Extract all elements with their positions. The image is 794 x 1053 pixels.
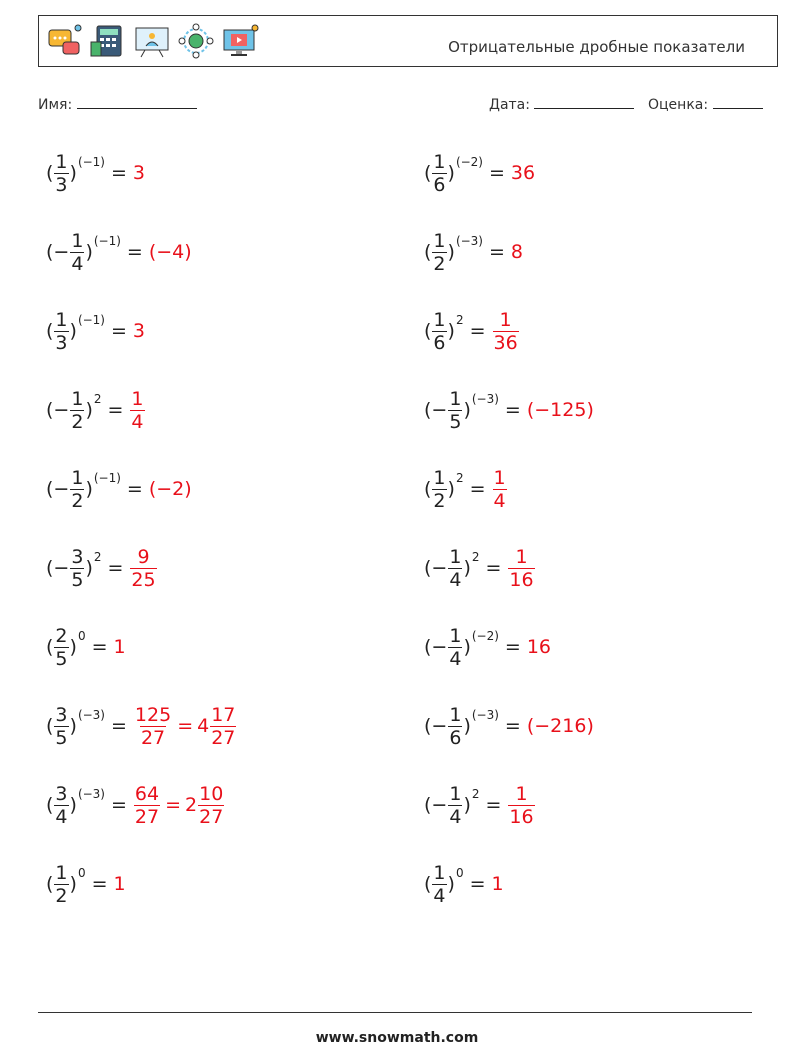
exponent: (−3): [471, 392, 499, 406]
base-fraction-denominator: 6: [433, 173, 446, 196]
base-fraction-denominator: 3: [55, 173, 68, 196]
open-paren: (: [424, 162, 432, 184]
equals-sign: =: [111, 794, 127, 816]
problem-item: [46, 143, 145, 203]
base-fraction: [448, 704, 462, 749]
equals-sign: =: [504, 636, 521, 658]
answer-fraction-numerator: 1: [515, 782, 528, 805]
answer: [507, 546, 535, 591]
equals-sign: =: [91, 636, 108, 658]
close-paren: ): [447, 162, 455, 184]
open-paren: (: [46, 557, 54, 579]
base-fraction: [54, 309, 68, 354]
close-paren: ): [69, 715, 77, 737]
answer-fraction-numerator: 64: [134, 782, 160, 805]
answer: [114, 873, 126, 895]
base-fraction: [54, 862, 68, 907]
mixed-fraction-numerator: 10: [199, 782, 224, 805]
exponent: (−1): [77, 155, 105, 169]
answer-fraction-denominator: 4: [131, 410, 144, 433]
answer: [492, 467, 508, 512]
base-fraction-denominator: 6: [433, 331, 446, 354]
open-paren: (: [46, 478, 54, 500]
open-paren: (: [424, 557, 432, 579]
mixed-number: [197, 704, 237, 749]
close-paren: ): [463, 794, 471, 816]
base-fraction: [432, 230, 446, 275]
answer-value: (−216): [526, 715, 594, 737]
open-paren: (: [424, 715, 432, 737]
icon-strip: [45, 22, 259, 60]
base-fraction-denominator: 4: [433, 884, 446, 907]
answer: [114, 636, 126, 658]
base-fraction-denominator: 3: [55, 331, 68, 354]
base-fraction: [448, 546, 462, 591]
mixed-whole: 2: [185, 794, 198, 816]
problem-item: [424, 380, 594, 440]
answer-value: 3: [132, 320, 146, 342]
base-fraction-numerator: 3: [71, 545, 84, 568]
answer: [129, 388, 145, 433]
answer: [507, 783, 535, 828]
minus-sign: −: [431, 636, 448, 658]
base-fraction: [54, 704, 68, 749]
exponent: (−2): [455, 155, 483, 169]
exponent: (−2): [471, 629, 499, 643]
answer-fraction-numerator: 1: [515, 545, 528, 568]
minus-sign: −: [53, 241, 70, 263]
equals-sign: =: [469, 320, 486, 342]
open-paren: (: [46, 636, 54, 658]
problem-item: [46, 380, 146, 440]
base-fraction: [70, 388, 84, 433]
mixed-fraction-denominator: 27: [199, 805, 224, 828]
base-fraction: [432, 862, 446, 907]
answer-fraction-denominator: 16: [509, 805, 534, 828]
problem-item: [424, 538, 536, 598]
footer-url: www.snowmath.com: [315, 1030, 479, 1046]
answer-fraction: [493, 467, 507, 512]
answer-fraction: [508, 783, 534, 828]
problem-item: [424, 222, 523, 282]
base-fraction: [54, 625, 68, 670]
base-fraction-denominator: 5: [55, 726, 68, 749]
base-fraction: [432, 467, 446, 512]
base-fraction-numerator: 1: [433, 150, 446, 173]
answer-fraction-denominator: 25: [131, 568, 156, 591]
equals-sign: =: [107, 557, 124, 579]
open-paren: (: [424, 320, 432, 342]
presentation-icon: [133, 22, 171, 60]
answer: [527, 715, 594, 737]
equals-sign: =: [111, 715, 127, 737]
answer-value: 8: [510, 241, 524, 263]
base-fraction: [70, 467, 84, 512]
answer-equals-sign: =: [165, 794, 182, 816]
close-paren: ): [69, 320, 77, 342]
open-paren: (: [424, 873, 432, 895]
mixed-number: [185, 783, 225, 828]
answer: [133, 704, 237, 749]
problem-item: [46, 301, 145, 361]
base-fraction: [448, 625, 462, 670]
base-fraction-denominator: 5: [71, 568, 84, 591]
base-fraction-numerator: 1: [433, 308, 446, 331]
base-fraction-numerator: 1: [449, 387, 462, 410]
open-paren: (: [424, 241, 432, 263]
answer-value: (−2): [148, 478, 192, 500]
answer: [149, 478, 192, 500]
base-fraction-numerator: 1: [433, 229, 446, 252]
mixed-fraction: [210, 704, 236, 749]
date-label: Дата:: [489, 97, 530, 113]
base-fraction: [70, 230, 84, 275]
exponent: 2: [455, 313, 464, 327]
exponent: 0: [455, 866, 464, 880]
base-fraction: [432, 309, 446, 354]
minus-sign: −: [53, 557, 70, 579]
chat-icon: [45, 22, 83, 60]
minus-sign: −: [431, 794, 448, 816]
close-paren: ): [463, 636, 471, 658]
open-paren: (: [46, 873, 54, 895]
equals-sign: =: [469, 478, 486, 500]
base-fraction-numerator: 1: [71, 387, 84, 410]
close-paren: ): [447, 320, 455, 342]
problem-item: [424, 775, 536, 835]
base-fraction-numerator: 2: [55, 624, 68, 647]
answer: [527, 399, 594, 421]
answer-value: 16: [526, 636, 552, 658]
answer-fraction-numerator: 9: [137, 545, 150, 568]
exponent: 0: [77, 629, 86, 643]
exponent: (−3): [455, 234, 483, 248]
base-fraction-denominator: 4: [449, 568, 462, 591]
video-monitor-icon: [221, 22, 259, 60]
open-paren: (: [46, 715, 54, 737]
close-paren: ): [69, 873, 77, 895]
exponent: 2: [93, 392, 102, 406]
base-fraction-denominator: 6: [449, 726, 462, 749]
base-fraction-numerator: 1: [55, 861, 68, 884]
close-paren: ): [69, 636, 77, 658]
close-paren: ): [85, 399, 93, 421]
problem-item: [424, 617, 551, 677]
problem-item: [46, 854, 126, 914]
grade-label: Оценка:: [648, 97, 709, 113]
answer-fraction: [134, 704, 172, 749]
open-paren: (: [46, 794, 54, 816]
problem-item: [424, 301, 520, 361]
problem-item: [46, 775, 225, 835]
base-fraction: [70, 546, 84, 591]
close-paren: ): [69, 794, 77, 816]
base-fraction: [432, 151, 446, 196]
equals-sign: =: [111, 162, 127, 184]
close-paren: ): [463, 557, 471, 579]
problem-item: [46, 538, 158, 598]
open-paren: (: [46, 320, 54, 342]
calculator-icon: [89, 22, 127, 60]
answer-value: 1: [491, 873, 504, 895]
base-fraction-numerator: 1: [55, 150, 68, 173]
problem-item: [46, 617, 126, 677]
equals-sign: =: [485, 557, 502, 579]
answer: [133, 783, 225, 828]
answer: [492, 873, 504, 895]
answer: [527, 636, 551, 658]
answer-value: (−4): [148, 241, 192, 263]
base-fraction: [448, 783, 462, 828]
answer-fraction-numerator: 1: [493, 466, 506, 489]
base-fraction-denominator: 2: [71, 410, 84, 433]
network-icon: [177, 22, 215, 60]
base-fraction-numerator: 3: [55, 782, 68, 805]
answer-fraction-denominator: 4: [493, 489, 506, 512]
footer-divider: [38, 1012, 752, 1013]
base-fraction: [448, 388, 462, 433]
answer-fraction-numerator: 125: [134, 703, 172, 726]
base-fraction-numerator: 1: [449, 703, 462, 726]
equals-sign: =: [504, 715, 521, 737]
base-fraction: [54, 151, 68, 196]
base-fraction-numerator: 1: [71, 229, 84, 252]
base-fraction-denominator: 2: [433, 489, 446, 512]
answer: [511, 162, 535, 184]
close-paren: ): [69, 162, 77, 184]
close-paren: ): [463, 715, 471, 737]
close-paren: ): [447, 241, 455, 263]
minus-sign: −: [53, 399, 70, 421]
answer: [149, 241, 192, 263]
base-fraction-numerator: 1: [449, 782, 462, 805]
answer-fraction: [508, 546, 534, 591]
date-field[interactable]: [489, 94, 634, 113]
base-fraction-denominator: 2: [433, 252, 446, 275]
close-paren: ): [447, 478, 455, 500]
base-fraction-numerator: 1: [433, 861, 446, 884]
mixed-fraction: [198, 783, 224, 828]
header-box: [38, 15, 778, 67]
answer-fraction-denominator: 36: [493, 331, 518, 354]
answer-fraction: [130, 546, 156, 591]
exponent: (−1): [77, 313, 105, 327]
close-paren: ): [463, 399, 471, 421]
equals-sign: =: [469, 873, 486, 895]
answer-equals-sign: =: [177, 715, 194, 737]
answer: [511, 241, 523, 263]
problem-item: [46, 696, 237, 756]
name-label: Имя:: [38, 97, 73, 113]
base-fraction-denominator: 4: [449, 805, 462, 828]
answer: [492, 309, 520, 354]
equals-sign: =: [107, 399, 124, 421]
base-fraction-denominator: 5: [55, 647, 68, 670]
base-fraction-numerator: 1: [55, 308, 68, 331]
answer-fraction-numerator: 1: [499, 308, 512, 331]
answer: [133, 320, 145, 342]
answer-fraction-denominator: 16: [509, 568, 534, 591]
exponent: 2: [471, 550, 480, 564]
base-fraction-denominator: 5: [449, 410, 462, 433]
equals-sign: =: [126, 241, 143, 263]
base-fraction-denominator: 4: [449, 647, 462, 670]
answer-fraction-denominator: 27: [140, 726, 166, 749]
answer-fraction: [493, 309, 519, 354]
name-field[interactable]: [38, 94, 197, 113]
base-fraction-denominator: 2: [71, 489, 84, 512]
exponent: 0: [77, 866, 86, 880]
close-paren: ): [85, 478, 93, 500]
minus-sign: −: [431, 557, 448, 579]
base-fraction-denominator: 2: [55, 884, 68, 907]
minus-sign: −: [431, 399, 448, 421]
mixed-fraction-denominator: 27: [211, 726, 236, 749]
exponent: (−3): [471, 708, 499, 722]
answer-fraction: [134, 783, 160, 828]
name-blank[interactable]: [77, 94, 197, 109]
problem-item: [424, 854, 504, 914]
grade-field[interactable]: [648, 94, 763, 113]
equals-sign: =: [489, 162, 505, 184]
base-fraction-numerator: 3: [55, 703, 68, 726]
answer-value: 1: [113, 873, 126, 895]
base-fraction-numerator: 1: [449, 624, 462, 647]
mixed-whole: 4: [197, 715, 210, 737]
close-paren: ): [85, 557, 93, 579]
answer-fraction: [130, 388, 144, 433]
date-blank[interactable]: [534, 94, 634, 109]
exponent: 2: [471, 787, 480, 801]
base-fraction-numerator: 1: [433, 466, 446, 489]
base-fraction: [54, 783, 68, 828]
answer-value: 36: [510, 162, 536, 184]
open-paren: (: [424, 794, 432, 816]
answer-fraction-denominator: 27: [134, 805, 160, 828]
grade-blank[interactable]: [713, 94, 763, 109]
exponent: 2: [93, 550, 102, 564]
open-paren: (: [46, 241, 54, 263]
worksheet-title: Отрицательные дробные показатели: [448, 38, 745, 56]
equals-sign: =: [504, 399, 521, 421]
answer: [133, 162, 145, 184]
minus-sign: −: [53, 478, 70, 500]
equals-sign: =: [91, 873, 108, 895]
close-paren: ): [85, 241, 93, 263]
open-paren: (: [424, 399, 432, 421]
base-fraction-numerator: 1: [71, 466, 84, 489]
answer-fraction-numerator: 1: [131, 387, 144, 410]
equals-sign: =: [485, 794, 502, 816]
base-fraction-denominator: 4: [71, 252, 84, 275]
exponent: (−1): [93, 234, 121, 248]
exponent: 2: [455, 471, 464, 485]
equals-sign: =: [111, 320, 127, 342]
answer-value: 1: [113, 636, 126, 658]
exponent: (−3): [77, 787, 105, 801]
answer: [129, 546, 157, 591]
base-fraction-denominator: 4: [55, 805, 68, 828]
problem-item: [46, 222, 192, 282]
answer-value: (−125): [526, 399, 594, 421]
problem-item: [424, 459, 508, 519]
problem-item: [46, 459, 192, 519]
open-paren: (: [46, 162, 54, 184]
exponent: (−1): [93, 471, 121, 485]
open-paren: (: [46, 399, 54, 421]
problem-item: [424, 143, 535, 203]
close-paren: ): [447, 873, 455, 895]
mixed-fraction-numerator: 17: [211, 703, 236, 726]
minus-sign: −: [431, 715, 448, 737]
problem-item: [424, 696, 594, 756]
answer-value: 3: [132, 162, 146, 184]
exponent: (−3): [77, 708, 105, 722]
equals-sign: =: [126, 478, 143, 500]
open-paren: (: [424, 478, 432, 500]
base-fraction-numerator: 1: [449, 545, 462, 568]
equals-sign: =: [489, 241, 505, 263]
open-paren: (: [424, 636, 432, 658]
